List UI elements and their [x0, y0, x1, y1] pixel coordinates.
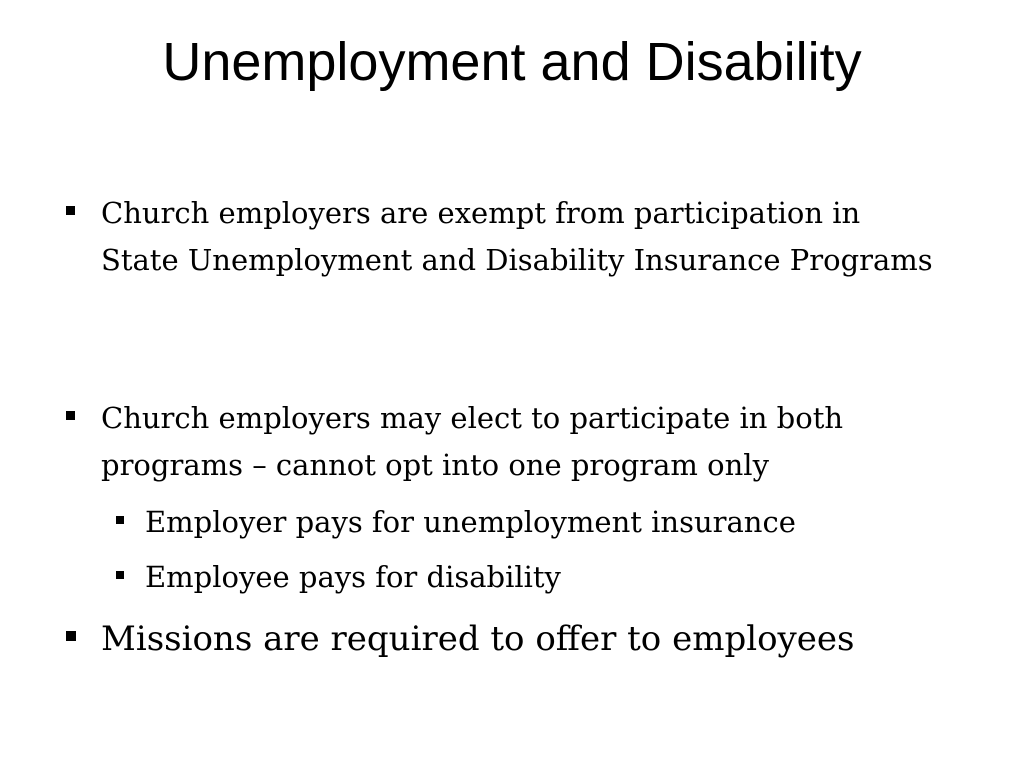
- bullet-text: Missions are required to offer to employees: [101, 619, 855, 659]
- bullet-text: Employer pays for unemployment insurance: [145, 505, 796, 539]
- square-bullet-icon: [66, 206, 75, 215]
- sub-bullet-employee: [116, 557, 946, 597]
- bullet-missions: [66, 615, 946, 663]
- square-bullet-icon: [66, 631, 76, 641]
- slide-title: Unemployment and Disability: [162, 32, 862, 92]
- bullet-elect: [66, 395, 946, 489]
- bullet-exempt: [66, 190, 946, 284]
- bullet-text: Employee pays for disability: [145, 560, 561, 594]
- square-bullet-icon: [66, 411, 75, 420]
- square-bullet-icon: [116, 571, 124, 579]
- square-bullet-icon: [116, 516, 124, 524]
- bullet-text: Church employers may elect to participate in both programs – cannot opt into one program only: [101, 401, 844, 482]
- bullet-text: Church employers are exempt from participation in State Unemployment and Disability Insurance Programs: [101, 196, 933, 277]
- sub-bullet-employer: [116, 502, 946, 542]
